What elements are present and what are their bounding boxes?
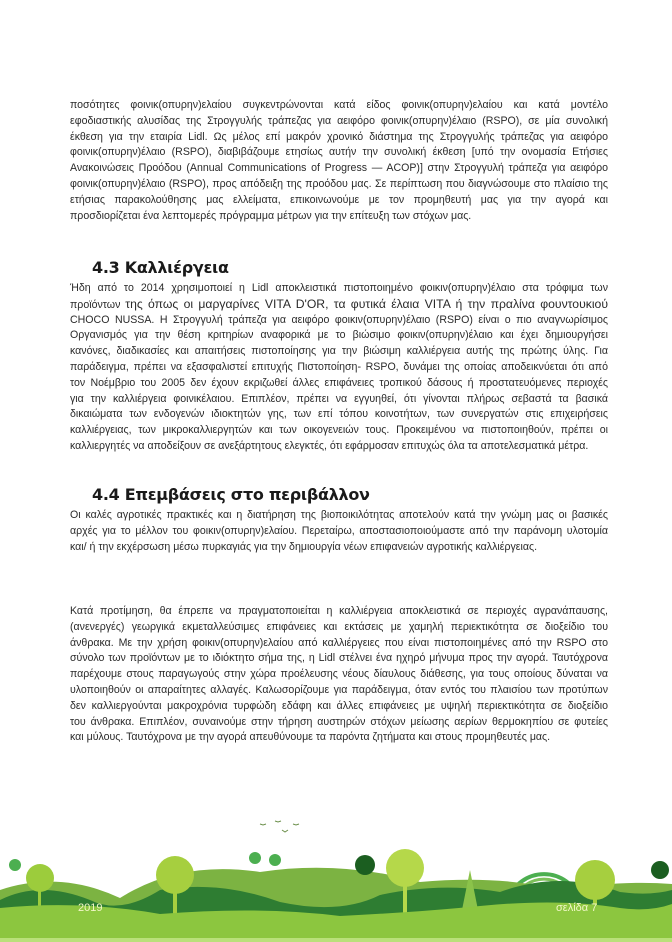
text-line xyxy=(70,297,608,313)
text-line: Ανακοινώσεις Προόδου (Annual Communications of Progress — ACOP)] στην Στρογγυλή τράπεζα για αειφόρο xyxy=(70,162,608,175)
text-line: υλοποιηθούν οι απαραίτητες αλλαγές. Καλωσορίζουμε για παράδειγμα, όταν εντός του πλαισίου των προτύπων xyxy=(70,683,608,696)
text-line: εφοδιαστικής αλυσίδας της Στρογγυλής τράπεζας για αειφόρο φοινικ(οπυρην)έλαιο (RSPO), σε μία συνολική xyxy=(70,114,608,127)
paragraph-cultivation xyxy=(70,281,608,455)
text-line: φοινικ(οπυρην)έλαιο (RSPO), προς απόδειξη της προόδου μας. Σε περίπτωση που διαγνώσουμε στο πλαίσιο της xyxy=(70,177,608,190)
text-line: CHOCO NUSSA. Η Στρογγυλή τράπεζα για αειφόρο φοικιν(οπυρην)έλαιο (RSPO) είναι ο πιο αναγνωρίσιμος xyxy=(70,313,608,326)
birds-icon xyxy=(260,821,299,832)
text-line: ετήσιας παρακολούθησης μας ελλείματα, επικοινωνούμε με τον προμηθευτή μας για την αγορά και xyxy=(70,193,608,206)
text-segment: προϊόντων xyxy=(70,298,121,311)
text-line: (ανενεργές) γεωργικά εκμεταλλεύσιμες επιφάνειες και εκτάσεις με χαμηλή περιεκτικότητα σε διοξείδιο του xyxy=(70,620,608,633)
text-line: παρέχουμε στους παραγωγούς στην χώρα προέλευσης νέους δίαυλους διάθεσης, για τους οποίους δύναται να xyxy=(70,668,608,681)
text-line: παράδειγμα, πρέπει να εξασφαλιστεί επιτυχής Πιστοποίηση- RSPO, δυνάμει της οποίας αποδεικνύεται ότι από xyxy=(70,360,608,373)
text-line: φοινικ(οπυρην)έλαιο (RSPO), διαβιβάζουμε ετησίως αυτήν την συνολική έκθεση [υπό την ονομασία Ετήσιες xyxy=(70,146,608,159)
text-line: άνθρακα. Με την χρήση φοικιν(οπυρην)ελαίου από καλλιέργειες που είναι πιστοποιημένες από την RSPO στο xyxy=(70,636,608,649)
text-line: του άνθρακα. Επιπλέον, συναινούμε στην τήρηση αυστηρών στόχων μείωσης αερίων θερμοκηπίου σε φυτείες xyxy=(70,715,608,728)
text-line: Κατά προτίμηση, θα έπρεπε να πραγματοποιείται η καλλιέργεια αποκλειστικά σε περιοχές αγρανάπαυσης, xyxy=(70,605,608,617)
text-line: Οργανισμός για την θέση κριτηρίων αναφορικά με το βιώσιμο φοικιν(οπυρην)έλαιο και έχει δημιουργήσει xyxy=(70,329,608,342)
footer-page-number: σελίδα 7 xyxy=(556,902,598,914)
section-heading-cultivation: 4.3 Καλλιέργεια xyxy=(92,258,229,277)
text-line: και/ ή την εκχέρσωση μέσω πυρκαγιάς για την δημιουργία νέων επιφανειών αγροτικής καλλιέργειας. xyxy=(70,540,538,553)
text-line: τον Νοέμβριο του 2005 δεν έχουν εκριζωθεί άλλες επιφάνειες τροπικού δάσους ή προστατευόμενες περιοχές xyxy=(70,376,608,389)
text-line: δεν καλλιεργούνται μακροχρόνια τυρφώδη εδάφη και άλλες επιφάνειες με υψηλή περιεκτικότητα σε διοξείδιο xyxy=(70,699,608,712)
text-line: καλλιέργειας, των μικροκαλλιεργητών και των οικογενειών τους. Προκειμένου να πιστοποιηθούν, πρέπει οι xyxy=(70,424,608,437)
footer-year: 2019 xyxy=(78,902,103,914)
paragraph-environment xyxy=(70,508,608,555)
text-line: για την καλλιέργεια φοινικέλαιου. Επιπλέον, πρέπει να εγγυηθεί, ότι γίνονται πλήρως σεβαστά τα βασικά xyxy=(70,392,608,405)
text-line: αρχές για το μέλλον του φοικιν(οπυρην)ελαίου. Περεταίρω, αποστασιοποιούμαστε από την παράνομη υλοτομία xyxy=(70,524,608,537)
text-line: ποσότητες φοινικ(οπυρην)ελαίου συγκεντρώνονται κατά είδος φοινικ(οπυρην)ελαίου και κατά μοντέλο xyxy=(70,99,608,111)
text-line: Ήδη από το 2014 χρησιμοποιεί η Lidl αποκλειστικά πιστοποιημένο φοικιν(οπυρην)έλαιο στα τρόφιμα των xyxy=(70,282,608,294)
text-line: Οι καλές αγροτικές πρακτικές και η διατήρηση της βιοποικιλότητας αποτελούν κατά την γνώμη μας οι βασικές xyxy=(70,509,608,521)
text-line: έκθεση για την εταιρία Lidl. Ως μέλος επί μακρόν χρονικό διάστημα της Στρογγυλής τράπεζας για αειφόρο xyxy=(70,130,608,143)
text-line: καλλιεργητές να αποδείξουν σε ανεξάρτητους ελεγκτές, ότι εφάρμοσαν επιτυχώς όλα τα αποτελεσματικά μέτρα. xyxy=(70,439,589,452)
text-line: και μύλους. Ταυτόχρονα με την αγορά απευθύνουμε τα παρόντα ζητήματα και στους προμηθευτές μας. xyxy=(70,731,551,744)
paragraph-preference xyxy=(70,604,608,746)
text-segment-large: της όπως οι μαργαρίνες VITA D'OR, τα φυτικά έλαια VITA ή την πραλίνα φουντουκιού xyxy=(125,296,608,311)
text-line: κανόνες, διαδικασίες και απαιτήσεις πιστοποίησης για την βιώσιμη καλλιέργεια αυτής της πρώτης ύλης. Για xyxy=(70,345,608,358)
text-line: προσδιορίζεται ένα λεπτομερές πρόγραμμα μέτρων για την επίτευξη των στόχων μας. xyxy=(70,209,472,222)
text-line: δικαιώματα των ενδογενών ιδιοκτητών γης, των επί τόπου κοινοτήτων, των συνεργατών στις επιχειρήσεις xyxy=(70,408,608,421)
footer-landscape-illustration xyxy=(0,820,672,942)
paragraph-rspo-reporting xyxy=(70,98,608,224)
section-heading-environment: 4.4 Επεμβάσεις στο περιβάλλον xyxy=(92,485,370,504)
text-line: σύνολο των προϊόντων με το ιδιόκτητο σήμα της, η Lidl στέλνει ένα ηχηρό μήνυμα προς την αγορά. Ταυτόχρονα xyxy=(70,652,608,665)
